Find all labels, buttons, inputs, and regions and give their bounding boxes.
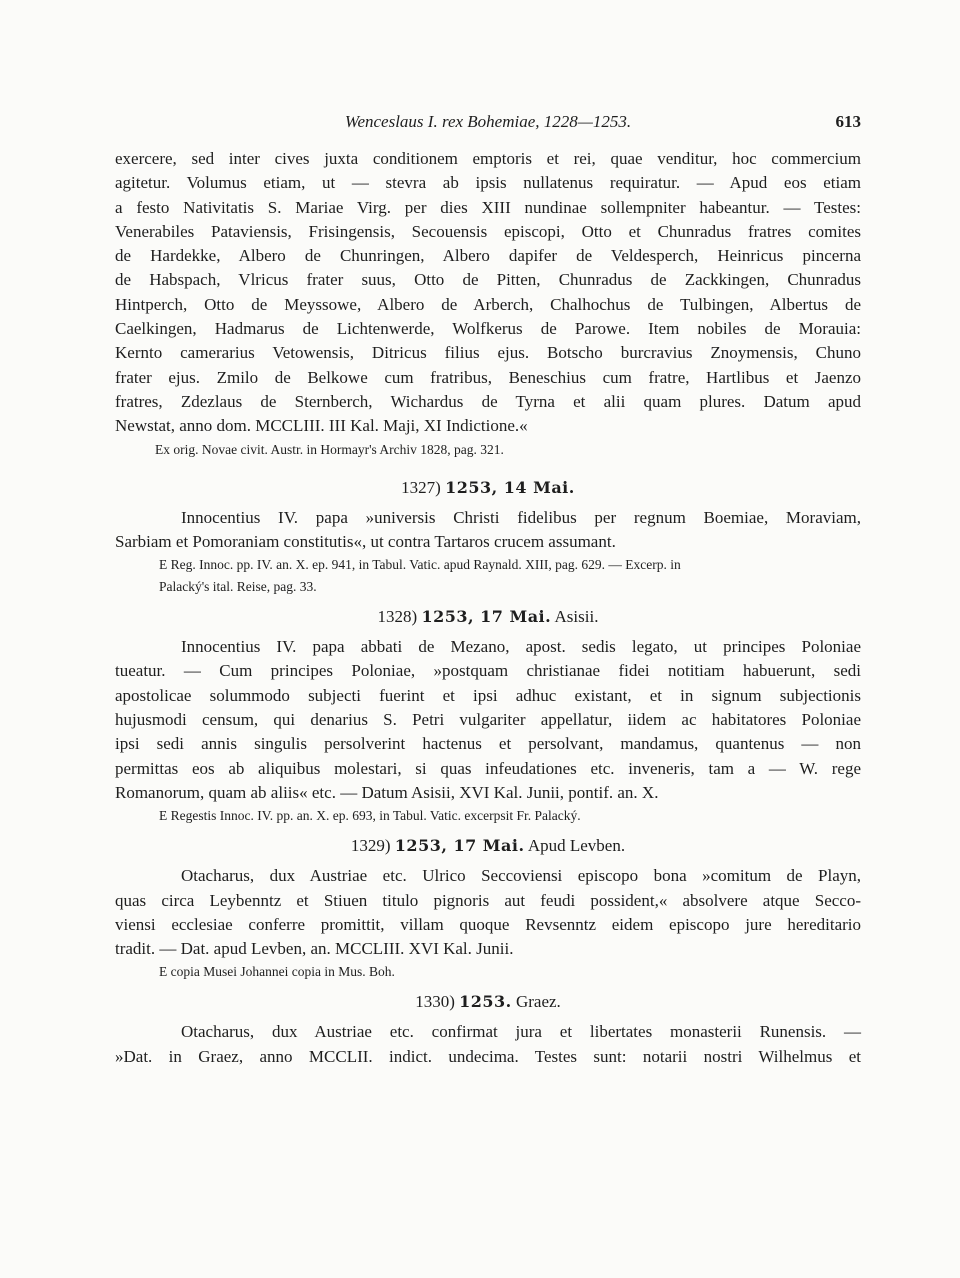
entry-number: 1327) — [401, 477, 441, 497]
text-line: permittas eos ab aliquibus molestari, si quas infeudationes etc. inveneris, tam a — W. rege — [115, 758, 861, 778]
text-line: de Habspach, Vlricus frater suus, Otto de Pitten, Chunradus de Zackkingen, Chunradus — [115, 270, 861, 290]
document-1329-text — [115, 864, 861, 961]
text-line: Sarbiam et Pomoraniam constitutis«, ut contra Tartaros crucem assumant. — [115, 531, 616, 551]
text-line: agitetur. Volumus etiam, ut — stevra ab ipsis nullatenus requiratur. — Apud eos etiam — [115, 173, 861, 193]
document-1326-text — [115, 147, 861, 439]
entry-number: 1329) — [350, 836, 391, 856]
entry-heading-1328 — [115, 602, 861, 632]
text-line: Otacharus, dux Austriae etc. confirmat jura et libertates monasterii Runensis. — — [181, 1022, 861, 1042]
text-line: de Hardekke, Albero de Chunringen, Albero dapifer de Veldesperch, Heinricus pincerna — [115, 246, 861, 266]
text-line: viensi ecclesiae conferre promittit, villam quoque Revsenntz eidem episcopo jure hereditario — [115, 914, 861, 934]
entry-date: 1253, 17 Mai. — [421, 607, 552, 627]
text-line: a festo Nativitatis S. Mariae Virg. per dies XIII nundinae sollempniter habeantur. — Testes: — [115, 197, 861, 217]
entry-date: 1253, 14 Mai. — [445, 477, 575, 497]
entry-date: 1253, 17 Mai. — [394, 836, 525, 856]
text-line: Innocentius IV. papa abbati de Mezano, apost. sedis legato, ut principes Poloniae — [181, 637, 861, 657]
entry-heading-1329 — [115, 831, 861, 861]
text-line: Newstat, anno dom. MCCLIII. III Kal. Maji, XI Indictione.« — [115, 416, 528, 436]
entry-heading-1327 — [115, 473, 861, 503]
text-line: Caelkingen, Hadmarus de Lichtenwerde, Wolfkerus de Parowe. Item nobiles de Morauia: — [115, 319, 861, 339]
entry-place: Asisii. — [554, 607, 599, 627]
document-1328-text — [115, 635, 861, 805]
text-line: Innocentius IV. papa »universis Christi fidelibus per regnum Boemiae, Moraviam, — [181, 507, 861, 527]
entry-date: 1253. — [459, 992, 512, 1012]
text-line: tueatur. — Cum principes Poloniae, »postquam christianae fidei notitiam habuerunt, sedi — [115, 661, 861, 681]
text-line: frater ejus. Zmilo de Belkowe cum fratribus, Beneschius cum fratre, Hartlibus et Jaenzo — [115, 367, 861, 387]
entry-number: 1328) — [377, 607, 418, 627]
text-line: ipsi sedi annis singulis persolverint hactenus et persolvant, mandamus, quantenus — non — [115, 734, 861, 754]
running-header — [115, 112, 861, 138]
text-line: Venerabiles Pataviensis, Frisingensis, Secouensis episcopi, Otto et Chunradus fratres comites — [115, 221, 861, 241]
text-line: Kernto camerarius Vetowensis, Ditricus filius ejus. Botscho burcravius Znoymensis, Chuno — [115, 343, 861, 363]
source-note: Palacký's ital. Reise, pag. 33. — [159, 579, 317, 595]
entry-heading-1330 — [115, 987, 861, 1017]
source-note: E Regestis Innoc. IV. pp. an. X. ep. 693, in Tabul. Vatic. excerpsit Fr. Palacký. — [159, 808, 581, 824]
source-note: E Reg. Innoc. pp. IV. an. X. ep. 941, in Tabul. Vatic. apud Raynald. XIII, pag. 629. — Excerp. in — [159, 557, 681, 573]
text-line: Romanorum, quam ab aliis« etc. — Datum Asisii, XVI Kal. Junii, pontif. an. X. — [115, 782, 659, 802]
text-line: tradit. — Dat. apud Levben, an. MCCLIII. XVI Kal. Junii. — [115, 939, 514, 959]
text-line: Otacharus, dux Austriae etc. Ulrico Seccoviensi episcopo bona »comitum de Playn, — [181, 866, 861, 886]
source-note: E copia Musei Johannei copia in Mus. Boh. — [159, 964, 395, 980]
entry-number: 1330) — [415, 992, 455, 1012]
running-title: Wenceslaus I. rex Bohemiae, 1228—1253. — [344, 112, 632, 131]
document-1327-text — [115, 506, 861, 555]
text-line: »Dat. in Graez, anno MCCLII. indict. undecima. Testes sunt: notarii nostri Wilhelmus et — [115, 1046, 861, 1066]
page-body — [115, 147, 861, 1069]
entry-place: Graez. — [515, 992, 561, 1012]
text-line: hujusmodi censum, qui denarius S. Petri vulgariter appellatur, iidem ac habitatores Poloniae — [115, 710, 861, 730]
page-number: 613 — [835, 112, 861, 131]
entry-place: Apud Levben. — [527, 836, 626, 856]
text-line: apostolicae solummodo subjecti fuerint et ipsi adhuc existant, et in signum subjectionis — [115, 685, 861, 705]
text-line: exercere, sed inter cives juxta conditionem emptoris et rei, quae venditur, hoc commercium — [115, 149, 861, 168]
text-line: fratres, Zdezlaus de Sternberch, Wichardus de Tyrna et alii quam plures. Datum apud — [115, 391, 861, 411]
text-line: quas circa Leybenntz et Stiuen titulo pignoris aut feudi possident,« absolvere atque Secco- — [115, 890, 861, 910]
source-note: Ex orig. Novae civit. Austr. in Hormayr's Archiv 1828, pag. 321. — [155, 441, 504, 457]
document-1330-text — [115, 1020, 861, 1069]
text-line: Hintperch, Otto de Meyssowe, Albero de Arberch, Chalhochus de Tulbingen, Albertus de — [115, 294, 861, 314]
